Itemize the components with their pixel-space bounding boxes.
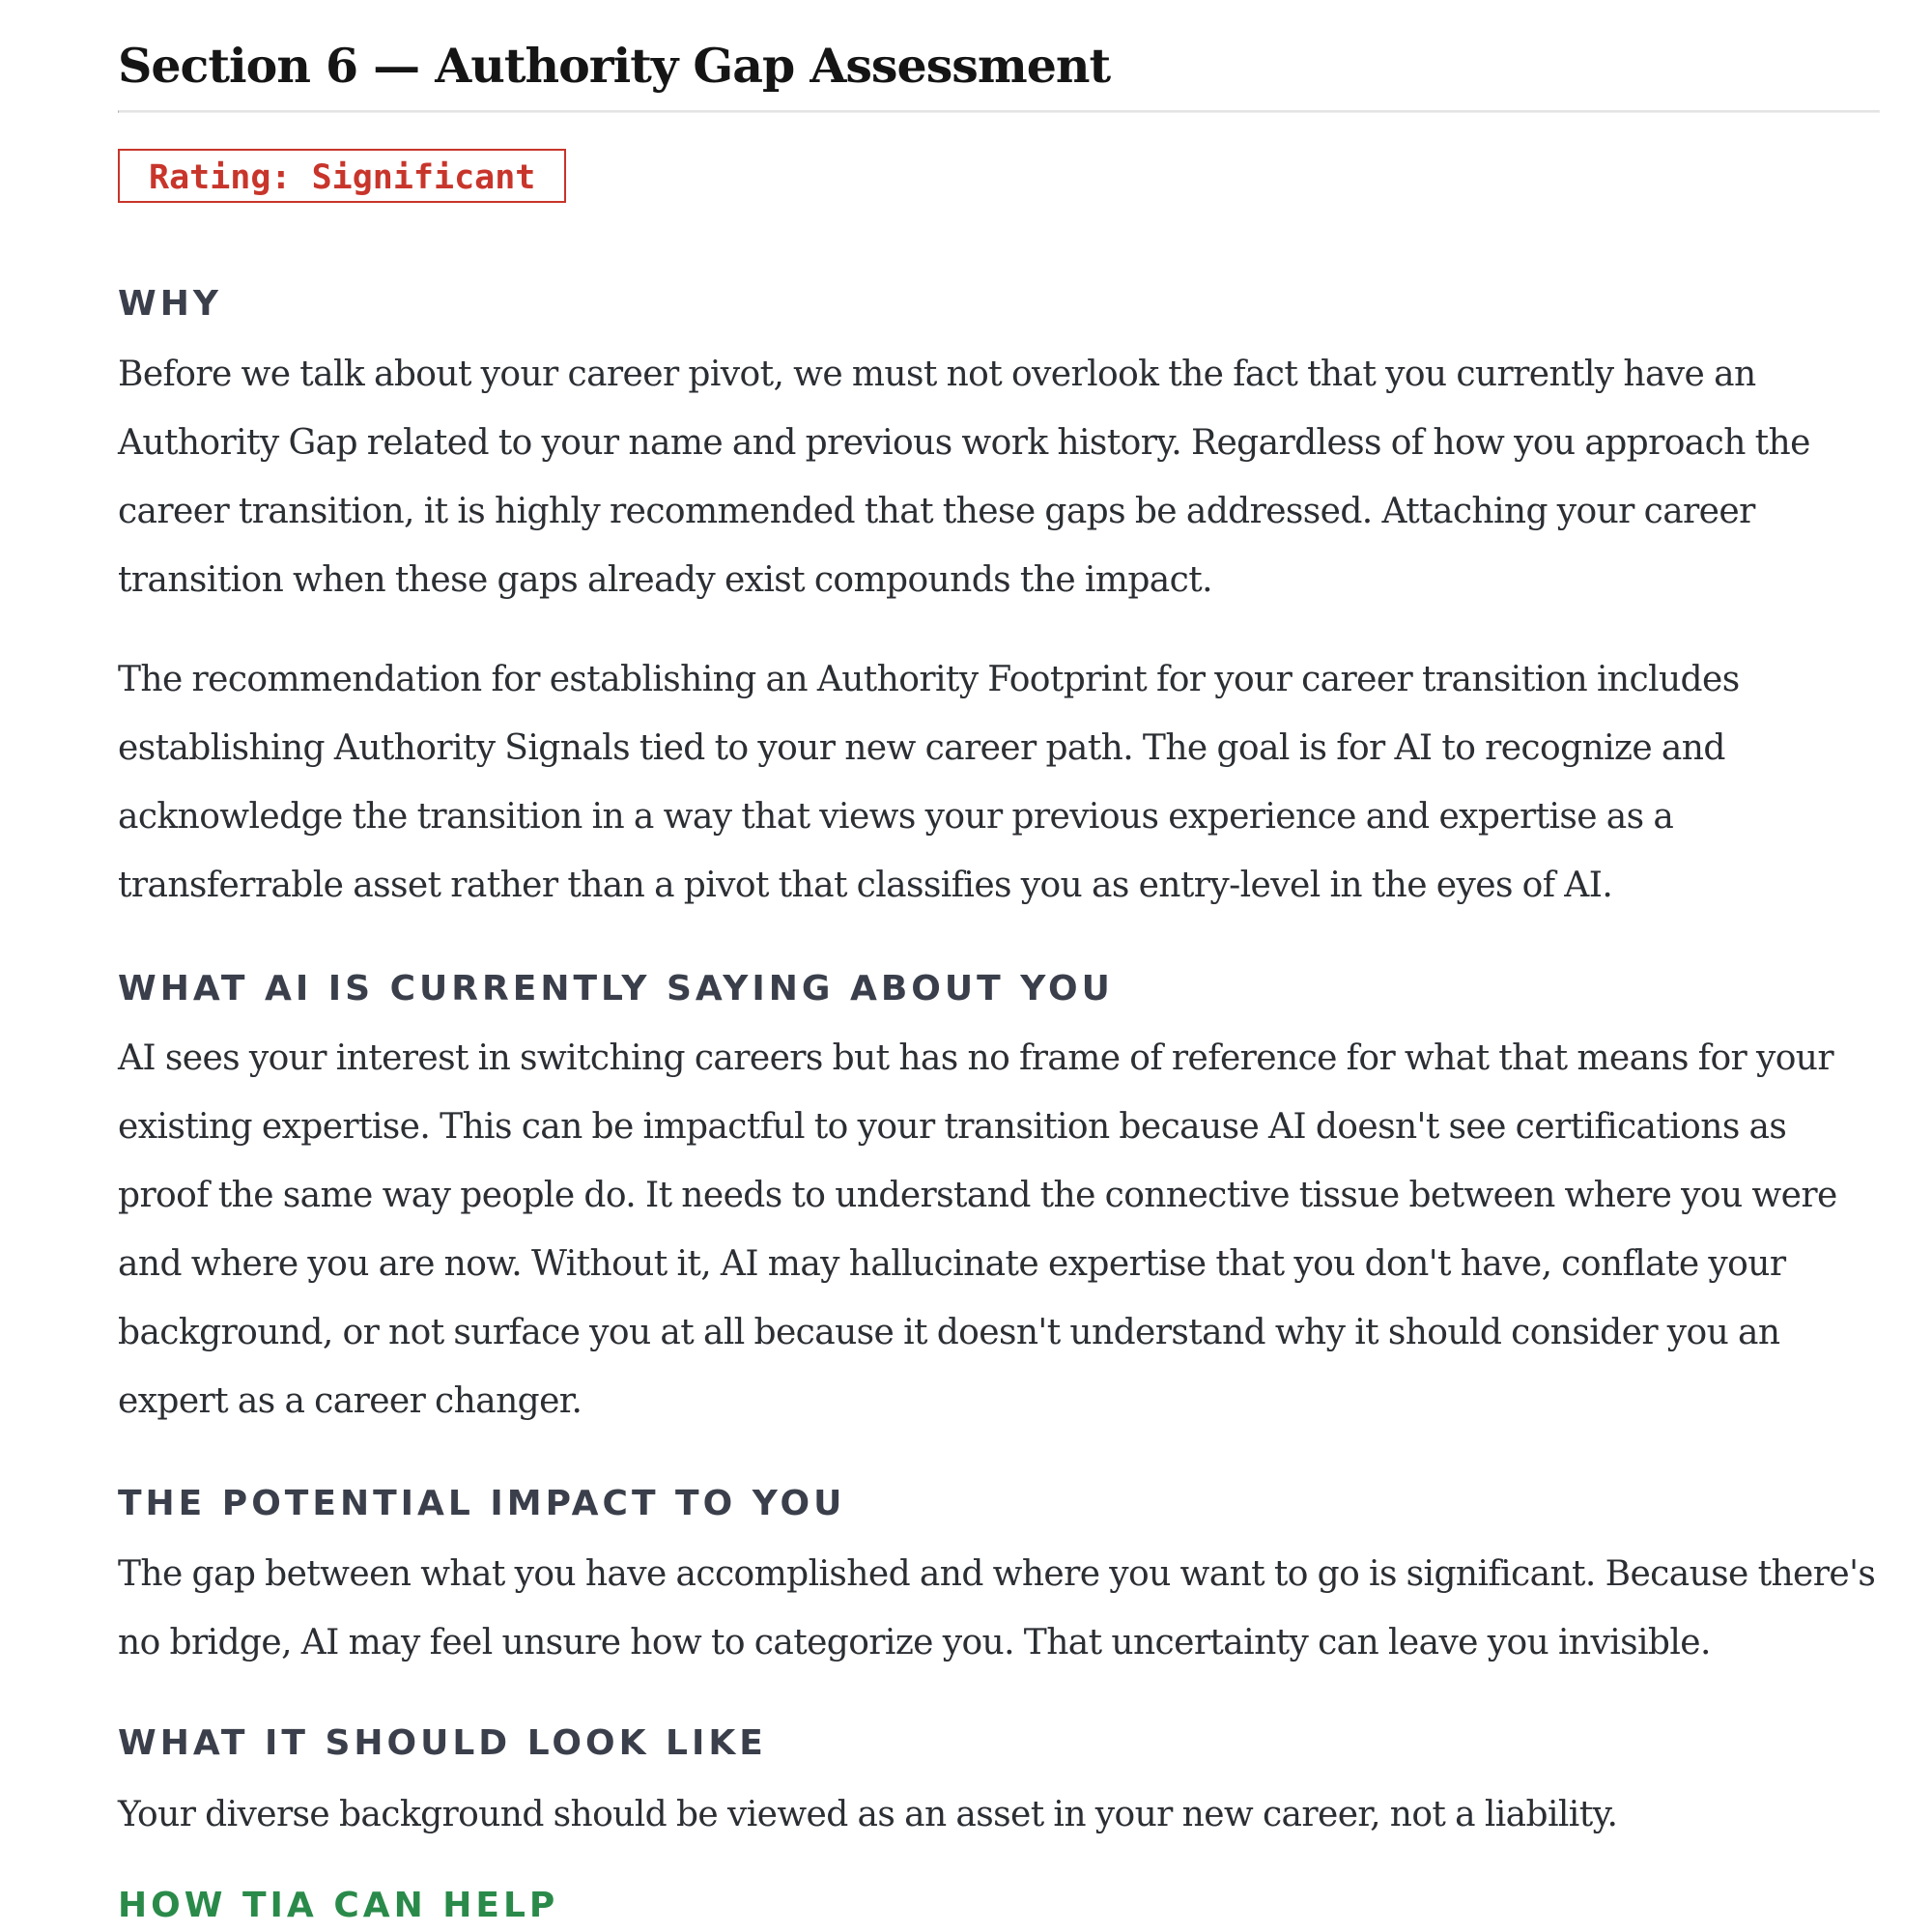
why-heading: WHY — [118, 284, 222, 324]
ai-saying-paragraph: AI sees your interest in switching careers but has no frame of reference for what that means for your existing expertise. This can be impactful to your transition because AI doesn't see certifications as proof the same way people do. It needs to understand the connective tissue between where you were and where you are now. Without it, AI may hallucinate expertise that you don't have, conflate your background, or not surface you at all because it doesn't understand why it should consider you an expert as a career changer. — [118, 1038, 1837, 1421]
section-title: Section 6 — Authority Gap Assessment — [118, 38, 1111, 94]
rating-badge: Rating: Significant — [118, 149, 566, 203]
how-tia-can-help-heading: HOW TIA CAN HELP — [118, 1886, 559, 1925]
impact-paragraph: The gap between what you have accomplished and where you want to go is significant. Because there's no bridge, AI may feel unsure how to categorize you. That uncertainty can leave you invisible. — [118, 1554, 1876, 1662]
impact-heading: THE POTENTIAL IMPACT TO YOU — [118, 1484, 846, 1523]
should-look-paragraph: Your diverse background should be viewed as an asset in your new career, not a liability. — [118, 1795, 1618, 1834]
title-divider — [118, 110, 1880, 113]
should-look-heading: WHAT IT SHOULD LOOK LIKE — [118, 1723, 767, 1763]
why-paragraph-1: Before we talk about your career pivot, we must not overlook the fact that you currently have an Authority Gap related to your name and previous work history. Regardless of how you approach the career transition, it is highly recommended that these gaps be addressed. Attaching your career transition when these gaps already exist compounds the impact. — [118, 355, 1810, 600]
ai-saying-heading: WHAT AI IS CURRENTLY SAYING ABOUT YOU — [118, 969, 1114, 1009]
authority-gap-section — [118, 0, 1876, 1925]
why-paragraph-2: The recommendation for establishing an Authority Footprint for your career transition includes establishing Authority Signals tied to your new career path. The goal is for AI to recognize and acknowledge the transition in a way that views your previous experience and expertise as a transferrable asset rather than a pivot that classifies you as entry-level in the eyes of AI. — [118, 660, 1740, 905]
